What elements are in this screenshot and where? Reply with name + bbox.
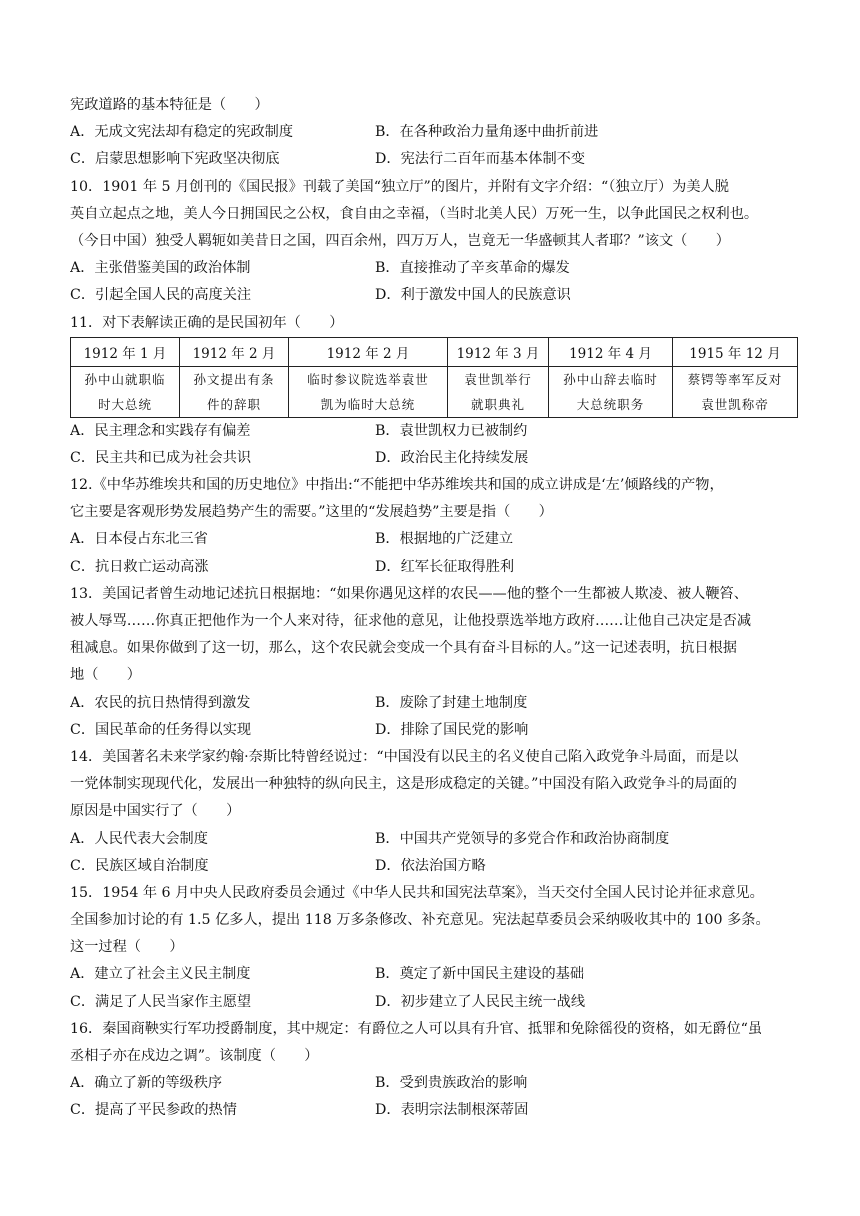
- option-c: C．民主共和已成为社会共识: [70, 449, 252, 466]
- question-11-options: [70, 445, 800, 472]
- option-c: C．启蒙思想影响下宪政坚决彻底: [70, 151, 280, 168]
- question-15-stem: 这一过程（ ）: [70, 939, 184, 956]
- question-15-options: [70, 961, 800, 988]
- table-header: 1915 年 12 月: [673, 337, 798, 366]
- option-a: A．主张借鉴美国的政治体制: [70, 260, 251, 277]
- option-a: A．无成文宪法却有稳定的宪政制度: [70, 124, 294, 141]
- table-row: [71, 366, 798, 417]
- question-9-options: [70, 146, 800, 173]
- question-13-options: [70, 717, 800, 744]
- cell-line: 件的辞职: [206, 396, 261, 412]
- question-13-options: [70, 690, 800, 717]
- option-a: A．建立了社会主义民主制度: [70, 966, 251, 983]
- cell-line: 袁世凯称帝: [701, 396, 769, 412]
- question-16-options: [70, 1097, 800, 1124]
- table-cell: [448, 366, 549, 417]
- option-d: D．表明宗法制根深蒂固: [375, 1102, 529, 1119]
- option-a: A．民主理念和实践存有偏差: [70, 422, 251, 439]
- question-13-stem: 地（ ）: [70, 667, 141, 684]
- question-12-stem: 它主要是客观形势发展趋势产生的需要。”这里的“发展趋势”主要是指（ ）: [70, 504, 553, 521]
- option-d: D．初步建立了人民民主统一战线: [375, 993, 586, 1010]
- question-10-options: [70, 282, 800, 309]
- option-b: B．中国共产党领导的多党合作和政治协商制度: [375, 830, 670, 847]
- question-10-options: [70, 255, 800, 282]
- option-b: B．袁世凯权力已被制约: [375, 422, 528, 439]
- option-b: B．奠定了新中国民主建设的基础: [375, 966, 585, 983]
- question-14-stem: 一党体制实现现代化，发展出一种独特的纵向民主，这是形成稳定的关键。”中国没有陷入政党争斗的局面的: [70, 776, 737, 793]
- exam-page: [70, 92, 800, 1125]
- table-header: 1912 年 2 月: [289, 337, 448, 366]
- table-header-row: [71, 337, 798, 366]
- question-15-stem: 15．1954 年 6 月中央人民政府委员会通过《中华人民共和国宪法草案》，当天交付全国人民讨论并征求意见。: [70, 884, 764, 901]
- cell-line: 孙中山辞去临时: [563, 371, 658, 387]
- option-b: B．在各种政治力量角逐中曲折前进: [375, 124, 599, 141]
- table-cell: [673, 366, 798, 417]
- table-cell: [180, 366, 289, 417]
- question-12-options: [70, 554, 800, 581]
- table-cell: [289, 366, 448, 417]
- question-12-options: [70, 526, 800, 553]
- cell-line: 孙文提出有条: [193, 371, 275, 387]
- question-13-stem: 被人辱骂……你真正把他作为一个人来对待，征求他的意见，让他投票选举地方政府……让他自己决定是否减: [70, 613, 752, 629]
- option-a: A．农民的抗日热情得到激发: [70, 694, 251, 711]
- question-13-stem: 13．美国记者曾生动地记述抗日根据地：“如果你遇见这样的农民——他的整个一生都被人欺凌、被人鞭笞、: [70, 585, 748, 602]
- cell-line: 袁世凯举行: [464, 371, 532, 387]
- option-b: B．废除了封建土地制度: [375, 694, 528, 711]
- table-header: 1912 年 1 月: [71, 337, 180, 366]
- cell-line: 凯为临时大总统: [320, 396, 416, 412]
- question-14-stem: 14．美国著名未来学家约翰·奈斯比特曾经说过：“中国没有以民主的名义使自己陷入政党争斗局面，而是以: [70, 748, 739, 765]
- option-c: C．提高了平民参政的热情: [70, 1102, 237, 1119]
- question-14-options: [70, 853, 800, 880]
- option-c: C．民族区域自治制度: [70, 857, 209, 874]
- question-12-stem: 12.《中华苏维埃共和国的历史地位》中指出:“不能把中华苏维埃共和国的成立讲成是‘左’倾路线的产物，: [70, 477, 724, 494]
- option-d: D．政治民主化持续发展: [375, 449, 529, 466]
- option-b: B．直接推动了辛亥革命的爆发: [375, 260, 570, 277]
- question-16-stem: 16．秦国商鞅实行军功授爵制度，其中规定：有爵位之人可以具有升官、抵罪和免除徭役的资格，如无爵位“虽: [70, 1020, 763, 1037]
- option-d: D．依法治国方略: [375, 857, 486, 874]
- table-cell: [71, 366, 180, 417]
- table-header: 1912 年 3 月: [448, 337, 549, 366]
- question-13-stem: 租减息。如果你做到了这一切，那么，这个农民就会变成一个具有奋斗目标的人。”这一记述表明，抗日根据: [70, 640, 737, 657]
- question-10-stem: 10．1901 年 5 月创刊的《国民报》刊载了美国“独立厅”的图片，并附有文字介绍：“（独立厅）为美人脱: [70, 178, 729, 195]
- question-11-options: [70, 418, 800, 445]
- cell-line: 时大总统: [97, 396, 152, 412]
- question-11-table: [70, 337, 798, 418]
- cell-line: 临时参议院选举袁世: [307, 371, 429, 387]
- cell-line: 蔡锷等率军反对: [687, 371, 783, 387]
- option-b: B．根据地的广泛建立: [375, 531, 514, 548]
- question-14-stem: 原因是中国实行了（ ）: [70, 803, 241, 820]
- cell-line: 大总统职务: [576, 396, 645, 412]
- question-15-stem: 全国参加讨论的有 1.5 亿多人，提出 118 万多条修改、补充意见。宪法起草委员会采纳吸收其中的 100 多条。: [70, 912, 770, 929]
- table-header: 1912 年 4 月: [549, 337, 673, 366]
- question-9-options: [70, 119, 800, 146]
- table-header: 1912 年 2 月: [180, 337, 289, 366]
- cell-line: 就职典礼: [470, 396, 525, 412]
- option-c: C．引起全国人民的高度关注: [70, 287, 252, 304]
- question-14-options: [70, 826, 800, 853]
- question-9-stem-tail: 宪政道路的基本特征是（ ）: [70, 97, 269, 113]
- option-a: A．确立了新的等级秩序: [70, 1075, 223, 1092]
- option-c: C．抗日救亡运动高涨: [70, 558, 209, 575]
- question-16-options: [70, 1070, 800, 1097]
- question-15-options: [70, 989, 800, 1016]
- option-d: D．排除了国民党的影响: [375, 721, 529, 738]
- option-c: C．满足了人民当家作主愿望: [70, 993, 252, 1010]
- question-16-stem: 丞相子亦在戍边之调”。该制度（ ）: [70, 1048, 319, 1064]
- option-c: C．国民革命的任务得以实现: [70, 721, 252, 738]
- option-d: D．宪法行二百年而基本体制不变: [375, 151, 586, 168]
- option-a: A．日本侵占东北三省: [70, 531, 208, 548]
- cell-line: 孙中山就职临: [84, 371, 166, 387]
- option-b: B．受到贵族政治的影响: [375, 1075, 528, 1092]
- table-cell: [549, 366, 673, 417]
- question-10-stem: 英自立起点之地，美人今日拥国民之公权，食自由之幸福，（当时北美人民）万死一生，以争此国民之权利也。: [70, 205, 759, 222]
- option-d: D．利于激发中国人的民族意识: [375, 287, 571, 304]
- question-11-stem: 11．对下表解读正确的是民国初年（ ）: [70, 314, 344, 331]
- option-d: D．红军长征取得胜利: [375, 558, 515, 575]
- option-a: A．人民代表大会制度: [70, 830, 208, 847]
- question-10-stem: （今日中国）独受人羁轭如美昔日之国，四百余州，四万万人，岂竟无一华盛顿其人者耶？”该文（ ）: [70, 232, 730, 249]
